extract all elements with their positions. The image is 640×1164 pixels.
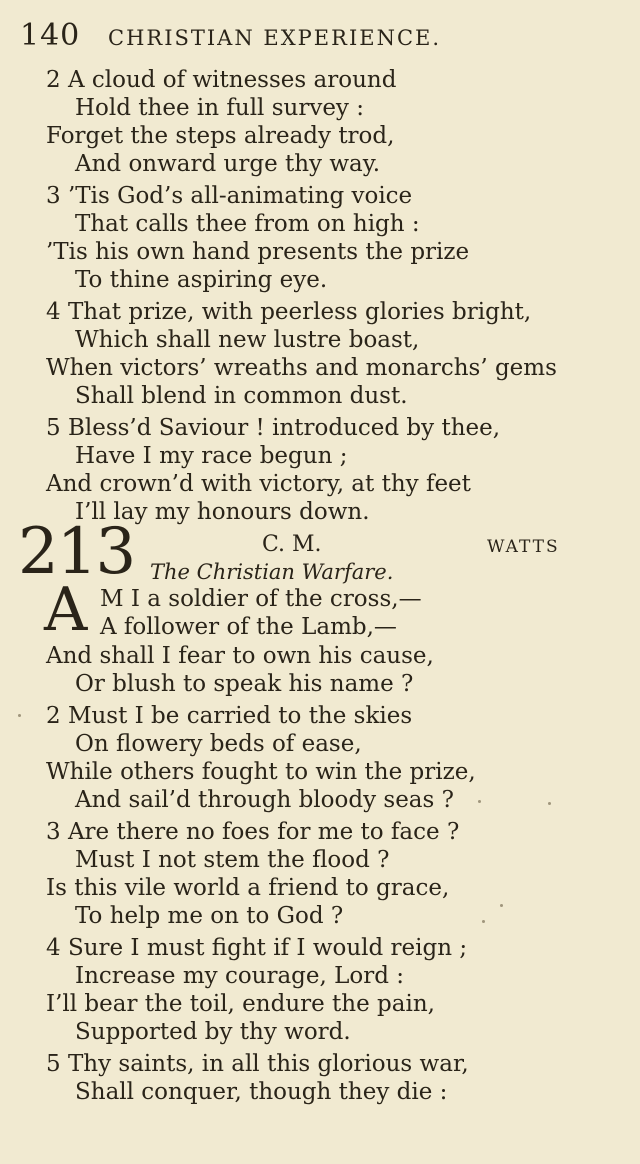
drop-cap: A <box>44 575 88 645</box>
paper-speck <box>500 904 503 907</box>
verse-line: Forget the steps already trod, <box>46 123 395 149</box>
verse-line: And shall I fear to own his cause, <box>46 643 434 669</box>
verse-line: That calls thee from on high : <box>75 211 420 237</box>
paper-speck <box>548 802 551 805</box>
paper-speck <box>482 920 485 923</box>
hymn-number: 213 <box>18 515 135 589</box>
running-title: CHRISTIAN EXPERIENCE. <box>108 26 442 50</box>
verse-line: Increase my courage, Lord : <box>75 963 405 989</box>
verse-line: And crown’d with victory, at thy feet <box>46 471 471 497</box>
hymn-title: The Christian Warfare. <box>150 560 394 584</box>
verse-line: Shall conquer, though they die : <box>75 1079 448 1105</box>
verse-line: When victors’ wreaths and monarchs’ gems <box>46 355 557 381</box>
verse-line: 2 Must I be carried to the skies <box>46 703 413 729</box>
verse-line: 4 That prize, with peerless glories bright, <box>46 299 532 325</box>
paper-speck <box>18 714 21 717</box>
verse-line: I’ll bear the toil, endure the pain, <box>46 991 435 1017</box>
verse-line: ’Tis his own hand presents the prize <box>46 239 470 265</box>
verse-line: 3 Are there no foes for me to face ? <box>46 819 460 845</box>
hymn-author: WATTS <box>487 537 560 557</box>
verse-line: 5 Thy saints, in all this glorious war, <box>46 1051 469 1077</box>
verse-line: I’ll lay my honours down. <box>75 499 370 525</box>
verse-line: Is this vile world a friend to grace, <box>46 875 450 901</box>
verse-line: Shall blend in common dust. <box>75 383 408 409</box>
verse-line: Hold thee in full survey : <box>75 95 364 121</box>
verse-line: 5 Bless’d Saviour ! introduced by thee, <box>46 415 501 441</box>
verse-line: Supported by thy word. <box>75 1019 351 1045</box>
verse-line: To thine aspiring eye. <box>75 267 328 293</box>
page-number: 140 <box>20 18 81 53</box>
page-header <box>20 18 620 58</box>
verse-line: While others fought to win the prize, <box>46 759 476 785</box>
verse-line: Must I not stem the flood ? <box>75 847 390 873</box>
verse-line: Or blush to speak his name ? <box>75 671 414 697</box>
verse-line: M I a soldier of the cross,— <box>100 586 422 612</box>
verse-line: Have I my race begun ; <box>75 443 348 469</box>
verse-line: On flowery beds of ease, <box>75 731 362 757</box>
paper-speck <box>478 800 481 803</box>
verse-line: 3 ’Tis God’s all-animating voice <box>46 183 413 209</box>
verse-line: 2 A cloud of witnesses around <box>46 67 397 93</box>
verse-line: To help me on to God ? <box>75 903 344 929</box>
verse-line: A follower of the Lamb,— <box>100 614 397 640</box>
verse-line: And onward urge thy way. <box>75 151 381 177</box>
verse-line: 4 Sure I must fight if I would reign ; <box>46 935 468 961</box>
verse-line: And sail’d through bloody seas ? <box>75 787 454 813</box>
hymn-meter: C. M. <box>262 532 322 557</box>
verse-line: Which shall new lustre boast, <box>75 327 420 353</box>
